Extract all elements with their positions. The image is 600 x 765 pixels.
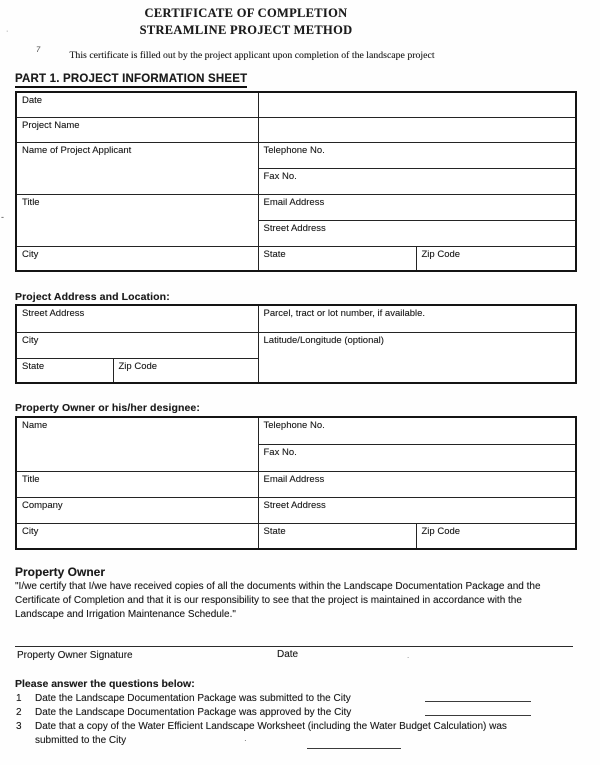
- designee-street-cell[interactable]: [258, 497, 576, 523]
- field-applicant-name-cell[interactable]: [16, 142, 258, 194]
- scan-artifact: ·: [6, 28, 9, 35]
- addr-city-label: City: [22, 334, 39, 346]
- field-street-address-cell[interactable]: [258, 220, 576, 246]
- question-3-number: 3: [16, 721, 22, 732]
- field-fax-cell[interactable]: [258, 168, 576, 194]
- addr-zip-cell[interactable]: [113, 358, 258, 383]
- designee-city-label: City: [22, 525, 39, 537]
- project-address-heading: Project Address and Location:: [15, 291, 170, 303]
- field-zip-cell[interactable]: [416, 246, 576, 271]
- designee-state-cell[interactable]: [258, 523, 416, 549]
- property-owner-designee-heading: Property Owner or his/her designee:: [15, 402, 200, 414]
- question-1-number: 1: [16, 693, 22, 704]
- part1-heading: PART 1. PROJECT INFORMATION SHEET: [15, 73, 247, 88]
- project-information-table: [15, 91, 577, 272]
- addr-latlong-cell[interactable]: [258, 332, 576, 383]
- signature-line[interactable]: [15, 646, 573, 647]
- title-line-1: CERTIFICATE OF COMPLETION: [144, 6, 348, 20]
- field-project-name-label: Project Name: [22, 119, 80, 131]
- project-address-table: [15, 304, 577, 384]
- question-1-answer-line[interactable]: [425, 701, 531, 702]
- addr-street-label: Street Address: [22, 308, 85, 319]
- designee-city-cell[interactable]: [16, 523, 258, 549]
- question-3-text: Date that a copy of the Water Efficient Landscape Worksheet (including the Water Budget Calculation) was submitted to the City: [35, 721, 507, 746]
- field-email-cell[interactable]: [258, 194, 576, 220]
- question-1-text: Date the Landscape Documentation Package was submitted to the City: [35, 693, 351, 704]
- certification-statement: "I/we certify that I/we have received copies of all the documents within the Landscape Documentation Package and the Certificate of Completion and that it is our responsibility to see that the project is maintained in accordance with the Landscape and Irrigation Maintenance Schedule.": [15, 581, 541, 620]
- field-fax-label: Fax No.: [263, 170, 297, 182]
- scan-artifact: ·: [244, 736, 247, 745]
- field-telephone-cell[interactable]: [258, 142, 576, 168]
- field-date-label: Date: [22, 95, 43, 106]
- field-applicant-name-label: Name of Project Applicant: [22, 144, 132, 156]
- scan-artifact: -: [1, 212, 4, 222]
- field-title-cell[interactable]: [16, 194, 258, 246]
- designee-fax-cell[interactable]: [258, 444, 576, 471]
- field-telephone-label: Telephone No.: [263, 144, 325, 156]
- designee-zip-cell[interactable]: [416, 523, 576, 549]
- scan-artifact: 7: [35, 45, 42, 54]
- question-2-number: 2: [16, 707, 22, 718]
- addr-parcel-label: Parcel, tract or lot number, if available.: [263, 308, 426, 319]
- designee-fax-label: Fax No.: [263, 446, 297, 458]
- property-owner-designee-table: [15, 416, 577, 550]
- addr-street-cell[interactable]: [16, 305, 258, 332]
- designee-street-label: Street Address: [263, 499, 326, 511]
- question-3-answer-line[interactable]: [307, 748, 401, 749]
- question-2-text: Date the Landscape Documentation Package was approved by the City: [35, 707, 352, 718]
- designee-email-cell[interactable]: [258, 471, 576, 497]
- designee-company-cell[interactable]: [16, 497, 258, 523]
- field-state-cell[interactable]: [258, 246, 416, 271]
- designee-email-label: Email Address: [263, 473, 325, 485]
- property-owner-heading: Property Owner: [15, 565, 106, 579]
- designee-state-label: State: [263, 525, 286, 537]
- addr-parcel-cell[interactable]: [258, 305, 576, 332]
- field-project-name-cell[interactable]: [16, 117, 258, 142]
- designee-name-cell[interactable]: [16, 417, 258, 471]
- designee-company-label: Company: [22, 499, 63, 511]
- scan-artifact: .: [407, 651, 410, 660]
- field-project-name-value-cell[interactable]: [258, 117, 576, 142]
- designee-name-label: Name: [22, 420, 48, 431]
- document-subtitle: This certificate is filled out by the project applicant upon completion of the landscape project: [69, 50, 435, 61]
- addr-state-label: State: [22, 360, 45, 372]
- field-date-value-cell[interactable]: [258, 92, 576, 117]
- signature-date-label: Date: [277, 649, 299, 660]
- designee-telephone-cell[interactable]: [258, 417, 576, 444]
- title-line-2: STREAMLINE PROJECT METHOD: [139, 23, 353, 37]
- signature-label: Property Owner Signature: [17, 650, 133, 661]
- addr-latlong-label: Latitude/Longitude (optional): [263, 334, 384, 346]
- field-street-address-label: Street Address: [263, 222, 326, 234]
- designee-title-label: Title: [22, 473, 40, 485]
- addr-city-cell[interactable]: [16, 332, 258, 358]
- field-title-label: Title: [22, 196, 40, 208]
- designee-title-cell[interactable]: [16, 471, 258, 497]
- field-state-label: State: [263, 248, 286, 260]
- field-city-label: City: [22, 248, 39, 260]
- addr-zip-label: Zip Code: [118, 360, 158, 372]
- designee-telephone-label: Telephone No.: [263, 420, 325, 431]
- field-date-cell[interactable]: [16, 92, 258, 117]
- question-2-answer-line[interactable]: [425, 715, 531, 716]
- field-email-label: Email Address: [263, 196, 325, 208]
- designee-zip-label: Zip Code: [421, 525, 461, 537]
- addr-state-cell[interactable]: [16, 358, 113, 383]
- field-city-cell[interactable]: [16, 246, 258, 271]
- document-title: [0, 5, 492, 39]
- questions-heading: Please answer the questions below:: [15, 678, 195, 690]
- field-zip-label: Zip Code: [421, 248, 461, 260]
